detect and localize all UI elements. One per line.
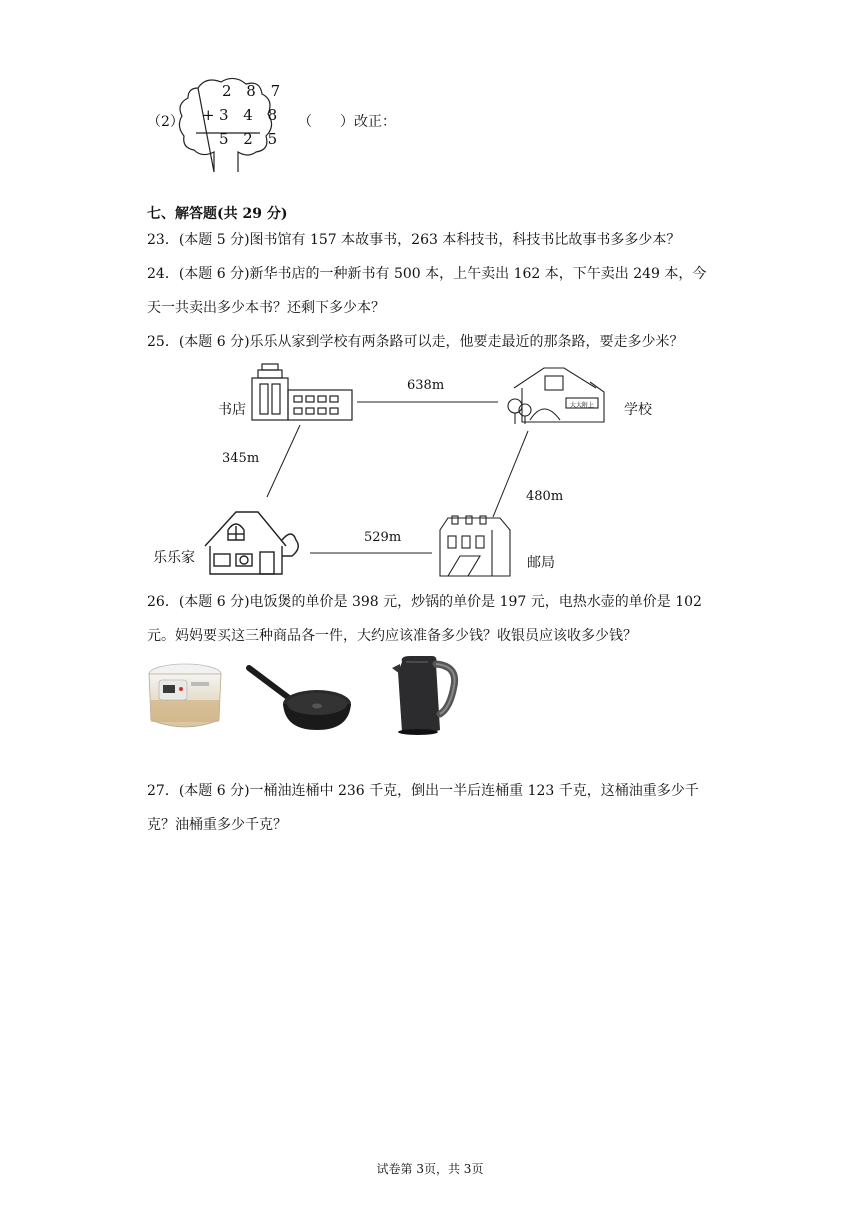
question-25: 25．(本题 6 分)乐乐从家到学校有两条路可以走，他要走最近的那条路，要走多少米？	[147, 334, 684, 350]
question-24-line-2: 天一共卖出多少本书？还剩下多少本？	[147, 300, 385, 316]
question-26-line-2: 元。妈妈要买这三种商品各一件，大约应该准备多少钱？收银员应该收多少钱？	[147, 628, 637, 644]
electric-kettle-image	[388, 652, 464, 736]
problem-2-label: （2）	[147, 114, 184, 130]
bookstore-label: 书店	[218, 402, 246, 418]
question-27-line-2: 克？油桶重多少千克？	[147, 817, 287, 833]
question-23: 23．(本题 5 分)图书馆有 157 本故事书，263 本科技书，科技书比故事书多多少本？	[147, 232, 681, 248]
school-building-icon	[508, 368, 604, 424]
home-building-icon	[205, 512, 298, 574]
question-27-line-1: 27．(本题 6 分)一桶油连桶中 236 千克，倒出一半后连桶重 123 千克，这桶油重多少千	[147, 783, 699, 799]
question-24-line-1: 24．(本题 6 分)新华书店的一种新书有 500 本，上午卖出 162 本，下午卖出 249 本，今	[147, 266, 707, 282]
addend-1: 2 8 7	[222, 82, 286, 100]
distance-home-post: 529m	[364, 530, 402, 545]
school-label: 学校	[624, 402, 652, 418]
bookstore-building-icon	[252, 364, 352, 420]
section-heading: 七、解答题(共 29 分)	[147, 206, 288, 222]
distance-bookstore-school: 638m	[407, 378, 445, 393]
addend-2: 3 4 8	[219, 106, 283, 124]
distance-school-post: 480m	[526, 489, 564, 504]
home-label: 乐乐家	[153, 550, 195, 566]
answer-blank[interactable]: （ ）	[298, 114, 354, 130]
wok-image	[245, 664, 353, 732]
sum: 5 2 5	[219, 130, 283, 148]
post-office-label: 邮局	[527, 555, 555, 571]
plus-sign: +	[202, 106, 215, 124]
page-footer: 试卷第 3页，共 3页	[376, 1162, 484, 1176]
school-sign: 大大附上	[570, 402, 595, 409]
route-school-post	[493, 431, 528, 517]
distance-home-bookstore: 345m	[222, 451, 260, 466]
route-home-bookstore	[267, 425, 300, 497]
rice-cooker-image	[145, 660, 225, 732]
post-office-building-icon	[440, 516, 510, 576]
correction-label: 改正：	[354, 114, 396, 130]
question-26-line-1: 26．(本题 6 分)电饭煲的单价是 398 元，炒锅的单价是 197 元，电热水壶的单价是 102	[147, 594, 702, 610]
